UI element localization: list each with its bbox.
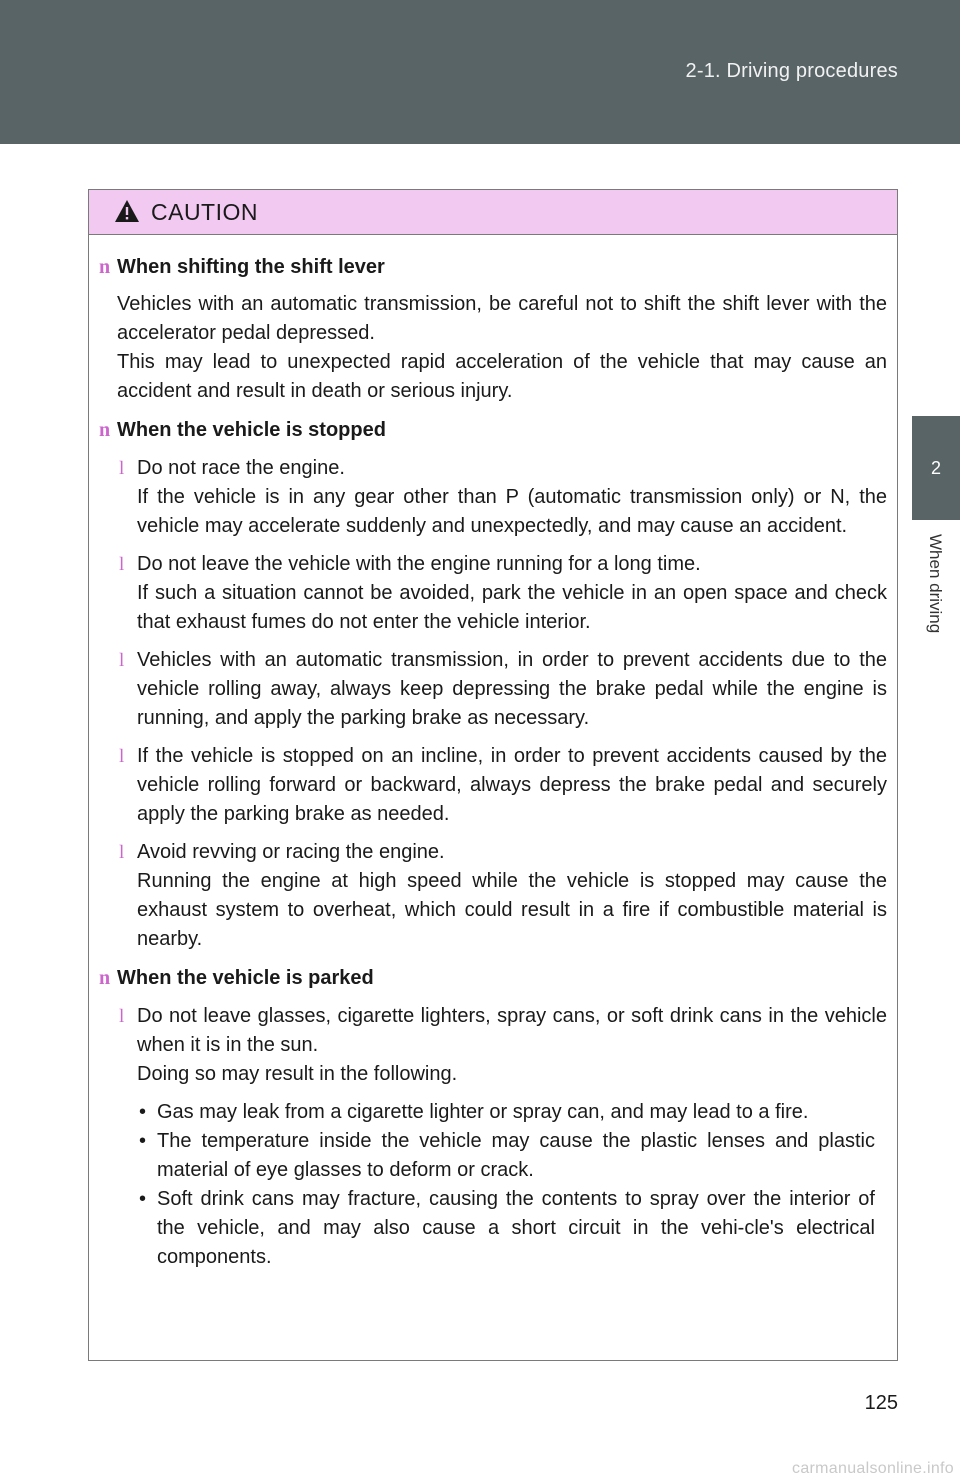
caution-body (89, 235, 897, 1272)
list-item: l Do not leave glasses, cigarette lighters, spray cans, or soft drink cans in the vehicle when it is in the sun. Doing so may result in the following. (99, 1002, 887, 1089)
bullet-marker: l (119, 746, 125, 767)
list-item: l Do not leave the vehicle with the engine running for a long time. If such a situation cannot be avoided, park the vehicle in an open space and check that exhaust fumes do not enter the vehicle interior. (99, 550, 887, 637)
list-item: l Vehicles with an automatic transmission, in order to prevent accidents due to the vehicle rolling away, always keep depressing the brake pedal while the engine is running, and apply the parking brake as necessary. (99, 646, 887, 733)
page-number: 125 (864, 1392, 898, 1414)
section-heading: n When shifting the shift lever (99, 253, 887, 282)
chapter-tab-label: When driving (926, 534, 945, 634)
caution-header (89, 190, 897, 235)
bullet-marker: l (119, 1006, 125, 1027)
caution-title: CAUTION (151, 199, 258, 225)
list-item: l If the vehicle is stopped on an incline, in order to prevent accidents caused by the vehicle rolling forward or backward, always depress the brake pedal and securely apply the parking brake as needed. (99, 742, 887, 829)
warning-triangle-icon (114, 199, 140, 223)
bullet-marker: l (119, 554, 125, 575)
chapter-tab-number[interactable]: 2 (912, 416, 960, 520)
caution-box (88, 189, 898, 1361)
watermark[interactable]: carmanualsonline.info (792, 1460, 954, 1477)
sub-list (99, 1098, 887, 1272)
section-heading: n When the vehicle is stopped (99, 416, 887, 445)
section-marker: n (99, 967, 111, 989)
section-paragraph: Vehicles with an automatic transmission, be careful not to shift the shift lever with the accelerator pedal depressed. This may lead to unexpected rapid acceleration of the vehicle that may cause an accident and result in death or serious injury. (117, 293, 887, 402)
list-item: l Avoid revving or racing the engine. Running the engine at high speed while the vehicle is stopped may cause the exhaust system to overheat, which could result in a fire if combustible material is nearby. (99, 838, 887, 954)
bullet-marker: l (119, 458, 125, 479)
sub-list-item: • Gas may leak from a cigarette lighter or spray can, and may lead to a fire. (99, 1098, 887, 1127)
sub-list-item: • The temperature inside the vehicle may cause the plastic lenses and plastic material of eye glasses to deform or crack. (99, 1127, 887, 1185)
section-marker: n (99, 419, 111, 441)
header-bar (0, 0, 960, 144)
dot-marker: • (139, 1130, 147, 1152)
bullet-marker: l (119, 650, 125, 671)
dot-marker: • (139, 1101, 147, 1123)
sub-list-item: • Soft drink cans may fracture, causing the contents to spray over the interior of the vehicle, and may also cause a short circuit in the vehi-cle's electrical components. (99, 1185, 887, 1272)
bullet-marker: l (119, 842, 125, 863)
chapter-tab-label-area (912, 520, 960, 900)
dot-marker: • (139, 1188, 147, 1210)
section-heading: n When the vehicle is parked (99, 964, 887, 993)
list-item: l Do not race the engine. If the vehicle is in any gear other than P (automatic transmission only) or N, the vehicle may accelerate suddenly and unexpectedly, and may cause an accident. (99, 454, 887, 541)
section-marker: n (99, 256, 111, 278)
section-title: 2-1. Driving procedures (685, 60, 898, 82)
